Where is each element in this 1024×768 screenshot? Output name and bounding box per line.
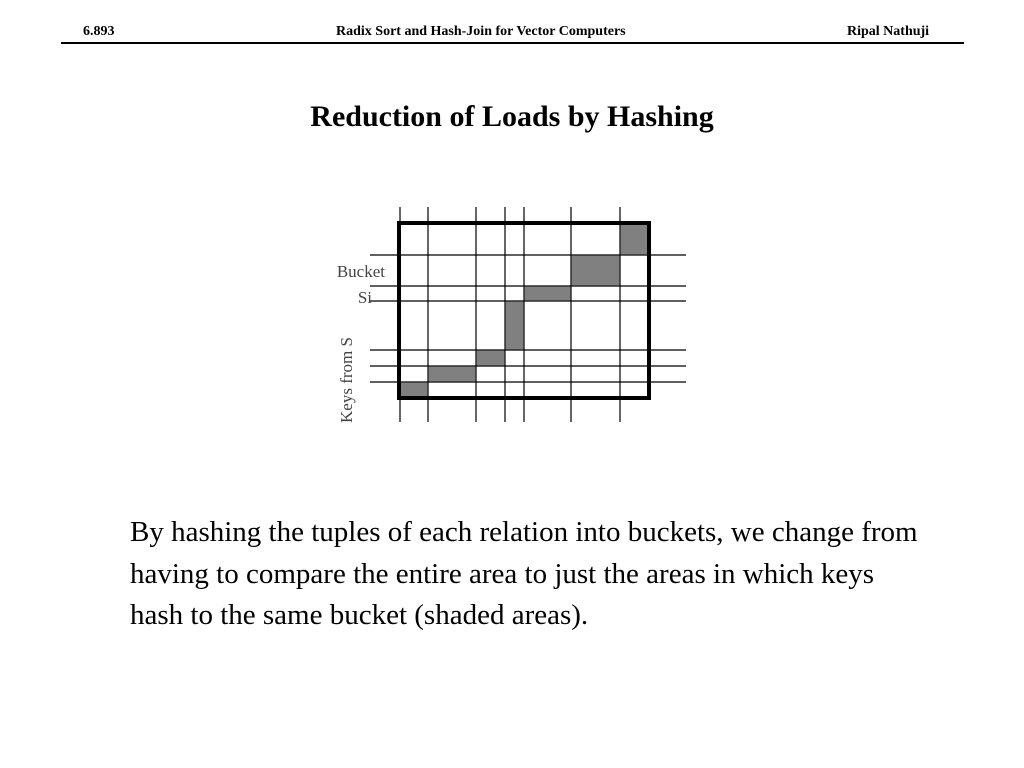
shaded-bucket — [571, 255, 620, 286]
keys-axis-label: Keys from S — [337, 337, 356, 423]
shaded-bucket — [476, 350, 505, 366]
slide-body-text: By hashing the tuples of each relation into buckets, we change from having to compare the entire area to just the areas in which keys hash to the same bucket (shaded areas). — [130, 516, 918, 631]
shaded-bucket — [400, 382, 428, 398]
header-title: Radix Sort and Hash-Join for Vector Computers — [336, 24, 626, 39]
shaded-bucket — [620, 223, 648, 255]
bucket-si-label: Si — [357, 288, 372, 307]
course-number: 6.893 — [83, 24, 115, 39]
shaded-bucket — [524, 286, 571, 301]
horizontal-grid-lines — [370, 255, 686, 382]
shaded-bucket — [428, 366, 476, 382]
shaded-bucket — [505, 301, 524, 350]
bucket-label: Bucket — [336, 262, 385, 281]
slide-title: Reduction of Loads by Hashing — [310, 100, 714, 133]
header-author: Ripal Nathuji — [847, 24, 930, 39]
